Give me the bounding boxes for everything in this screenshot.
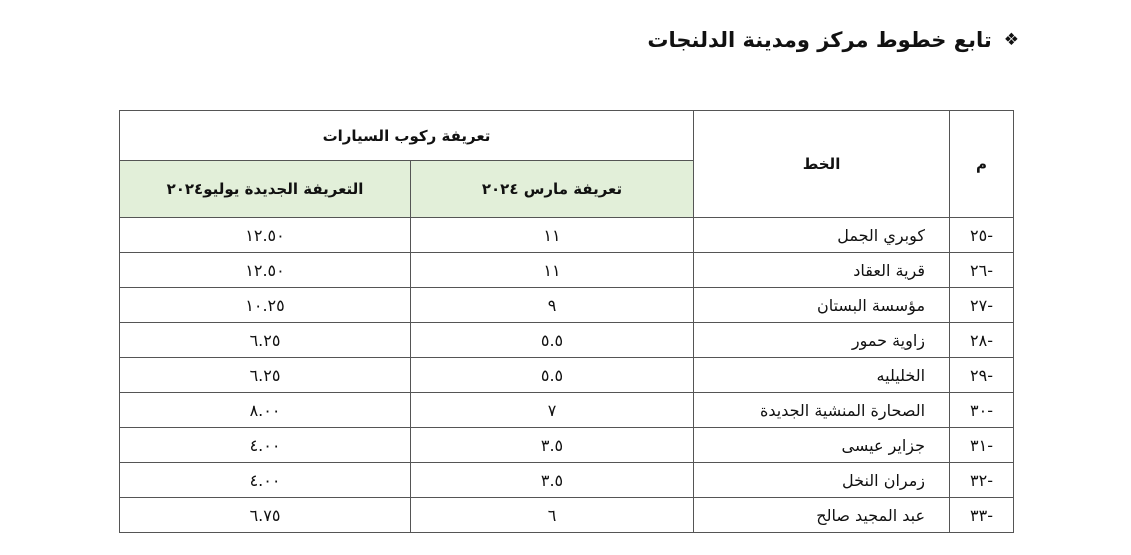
table-row <box>120 218 1014 253</box>
old-fare-cell: ٣.٥ <box>411 463 694 498</box>
header-line: الخط <box>694 111 950 218</box>
line-name-cell: عبد المجيد صالح <box>694 498 950 533</box>
new-fare-cell: ٤.٠٠ <box>120 428 411 463</box>
page-heading <box>647 28 1019 52</box>
header-fare-group: تعريفة ركوب السيارات <box>120 111 694 161</box>
line-name-cell: جزاير عيسى <box>694 428 950 463</box>
old-fare-cell: ٦ <box>411 498 694 533</box>
header-new-fare: التعريفة الجديدة يوليو٢٠٢٤ <box>120 161 411 218</box>
table-row <box>120 498 1014 533</box>
line-name-cell: قرية العقاد <box>694 253 950 288</box>
new-fare-cell: ٤.٠٠ <box>120 463 411 498</box>
old-fare-cell: ٥.٥ <box>411 323 694 358</box>
header-old-fare: تعريفة مارس ٢٠٢٤ <box>411 161 694 218</box>
table-row <box>120 428 1014 463</box>
row-number-cell: -٢٦ <box>950 253 1014 288</box>
line-name-cell: كوبري الجمل <box>694 218 950 253</box>
new-fare-cell: ٦.٧٥ <box>120 498 411 533</box>
row-number-cell: -٢٧ <box>950 288 1014 323</box>
table-row <box>120 393 1014 428</box>
old-fare-cell: ٣.٥ <box>411 428 694 463</box>
line-name-cell: زمران النخل <box>694 463 950 498</box>
new-fare-cell: ٨.٠٠ <box>120 393 411 428</box>
old-fare-cell: ٩ <box>411 288 694 323</box>
header-number: م <box>950 111 1014 218</box>
table-row <box>120 323 1014 358</box>
new-fare-cell: ١٢.٥٠ <box>120 218 411 253</box>
row-number-cell: -٢٨ <box>950 323 1014 358</box>
line-name-cell: زاوية حمور <box>694 323 950 358</box>
table-row <box>120 288 1014 323</box>
new-fare-cell: ٦.٢٥ <box>120 323 411 358</box>
row-number-cell: -٣١ <box>950 428 1014 463</box>
old-fare-cell: ١١ <box>411 218 694 253</box>
line-name-cell: مؤسسة البستان <box>694 288 950 323</box>
new-fare-cell: ١٢.٥٠ <box>120 253 411 288</box>
row-number-cell: -٣٠ <box>950 393 1014 428</box>
old-fare-cell: ٧ <box>411 393 694 428</box>
line-name-cell: الخليليه <box>694 358 950 393</box>
new-fare-cell: ٦.٢٥ <box>120 358 411 393</box>
line-name-cell: الصحارة المنشية الجديدة <box>694 393 950 428</box>
row-number-cell: -٢٩ <box>950 358 1014 393</box>
table-row <box>120 253 1014 288</box>
table-row <box>120 463 1014 498</box>
diamond-bullet-icon: ❖ <box>1003 30 1019 50</box>
row-number-cell: -٢٥ <box>950 218 1014 253</box>
old-fare-cell: ١١ <box>411 253 694 288</box>
table-row <box>120 358 1014 393</box>
row-number-cell: -٣٣ <box>950 498 1014 533</box>
old-fare-cell: ٥.٥ <box>411 358 694 393</box>
new-fare-cell: ١٠.٢٥ <box>120 288 411 323</box>
row-number-cell: -٣٢ <box>950 463 1014 498</box>
page-title: تابع خطوط مركز ومدينة الدلنجات <box>647 28 992 52</box>
fare-table <box>119 110 1014 533</box>
